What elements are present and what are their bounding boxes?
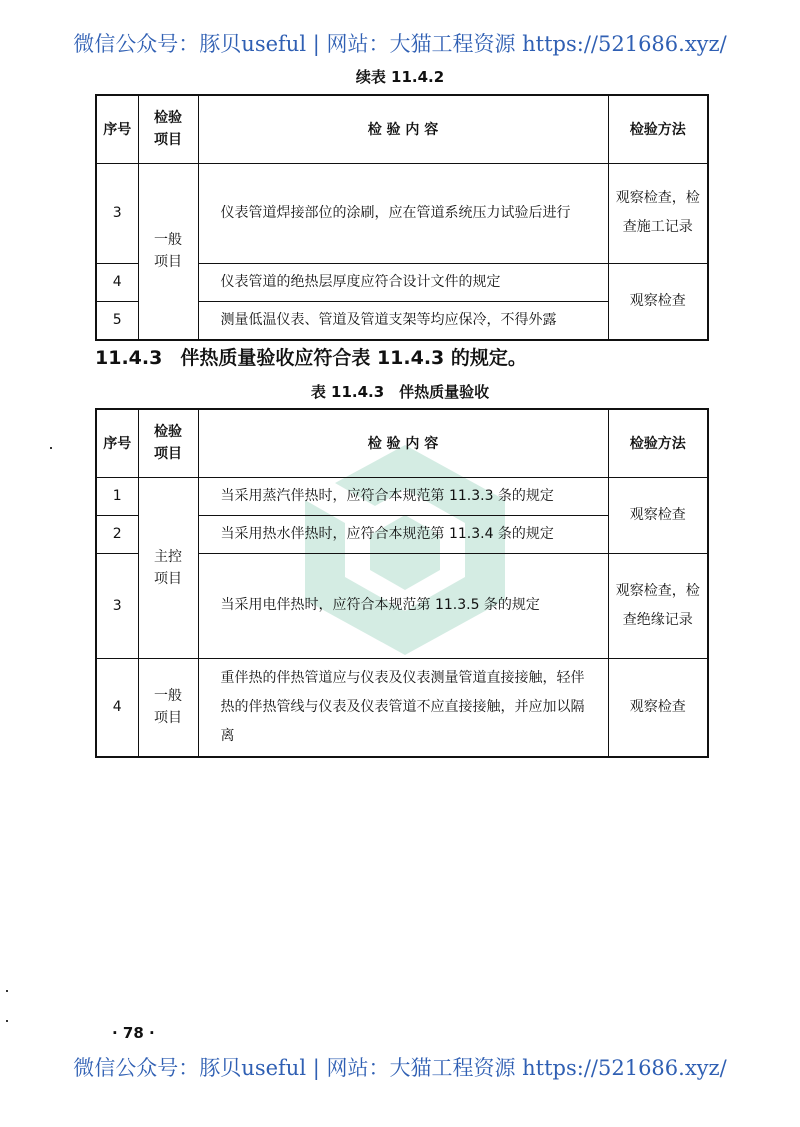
row-method: 观察检查 [608,658,708,757]
header-category: 检验 项目 [138,95,198,163]
header-seq: 序号 [96,95,138,163]
row-content: 重伴热的伴热管道应与仪表及仪表测量管道直接接触，轻伴热的伴热管线与仪表及仪表管道不应直接接触，并应加以隔离 [198,658,608,757]
header-seq: 序号 [96,409,138,477]
watermark-bottom: 微信公众号：豚贝useful | 网站：大猫工程资源 https://521686.xyz/ [73,1056,727,1080]
row-seq: 3 [96,163,138,263]
speck [50,447,52,449]
table-row [96,477,708,515]
row-category: 一般 项目 [138,163,198,340]
row-content: 当采用热水伴热时，应符合本规范第 11.3.4 条的规定 [198,515,608,553]
table1-caption: 续表 11.4.2 [355,68,445,86]
row-seq: 4 [96,658,138,757]
table2-header-row [96,409,708,477]
speck [6,1020,8,1022]
row-method: 观察检查，检查绝缘记录 [608,553,708,658]
row-seq: 5 [96,301,138,340]
row-seq: 4 [96,263,138,301]
row-seq: 1 [96,477,138,515]
header-content: 检 验 内 容 [198,95,608,163]
table1 [95,94,709,341]
row-seq: 2 [96,515,138,553]
clause-text: 伴热质量验收应符合表 11.4.3 的规定。 [180,347,527,369]
table-row [96,163,708,263]
row-content: 当采用蒸汽伴热时，应符合本规范第 11.3.3 条的规定 [198,477,608,515]
header-category: 检验 项目 [138,409,198,477]
clause-number: 11.4.3 [95,347,163,369]
table2 [95,408,709,758]
watermark-top: 微信公众号：豚贝useful | 网站：大猫工程资源 https://521686.xyz/ [73,32,727,56]
table1-header-row [96,95,708,163]
table-row [96,658,708,757]
header-method: 检验方法 [608,95,708,163]
row-content: 当采用电伴热时，应符合本规范第 11.3.5 条的规定 [198,553,608,658]
header-method: 检验方法 [608,409,708,477]
row-method: 观察检查，检查施工记录 [608,163,708,263]
clause-heading [95,343,527,370]
row-method: 观察检查 [608,263,708,340]
row-category: 主控 项目 [138,477,198,658]
table2-caption: 表 11.4.3 伴热质量验收 [310,383,490,401]
header-content: 检 验 内 容 [198,409,608,477]
row-content: 仪表管道的绝热层厚度应符合设计文件的规定 [198,263,608,301]
row-content: 仪表管道焊接部位的涂刷，应在管道系统压力试验后进行 [198,163,608,263]
row-method: 观察检查 [608,477,708,553]
speck [6,990,8,992]
row-category: 一般 项目 [138,658,198,757]
row-seq: 3 [96,553,138,658]
row-content: 测量低温仪表、管道及管道支架等均应保冷，不得外露 [198,301,608,340]
page-number: · 78 · [112,1024,155,1042]
